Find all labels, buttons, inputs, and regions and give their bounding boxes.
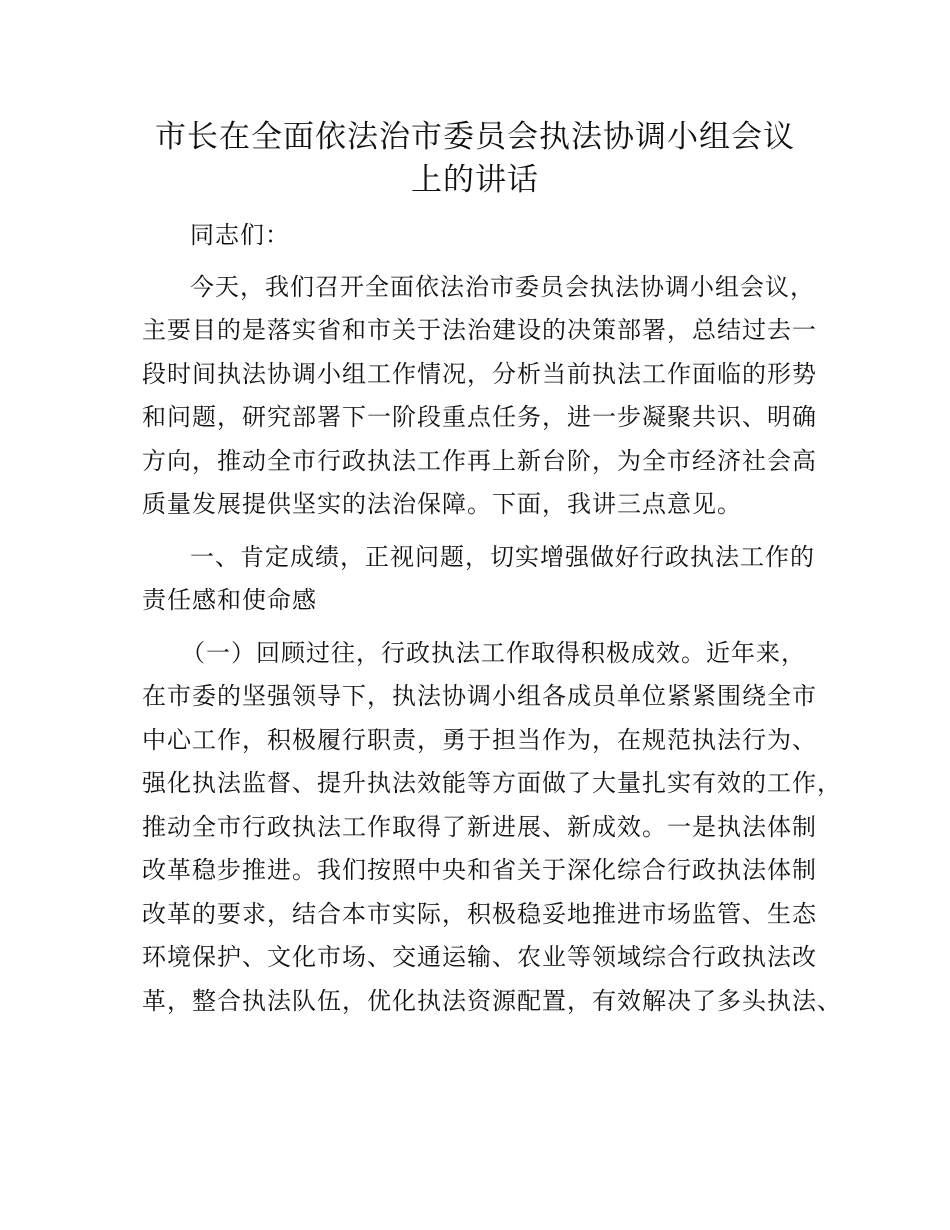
paragraph-1-line: 和问题，研究部署下一阶段重点任务，进一步凝聚共识、明确 — [142, 403, 817, 431]
paragraph-1-line: 主要目的是落实省和市关于法治建设的决策部署，总结过去一 — [142, 316, 817, 344]
paragraph-1-line: 段时间执法协调小组工作情况，分析当前执法工作面临的形势 — [142, 360, 817, 388]
paragraph-3-line: 中心工作，积极履行职责，勇于担当作为，在规范执法行为、 — [142, 726, 817, 754]
paragraph-3-line: 在市委的坚强领导下，执法协调小组各成员单位紧紧围绕全市 — [142, 682, 817, 710]
section-heading-line: 责任感和使命感 — [142, 586, 317, 614]
paragraph-3-line: 革，整合执法队伍，优化执法资源配置，有效解决了多头执法、 — [142, 987, 842, 1015]
paragraph-3-line: 强化执法监督、提升执法效能等方面做了大量扎实有效的工作， — [142, 769, 842, 797]
paragraph-3-line: 改革的要求，结合本市实际，积极稳妥地推进市场监管、生态 — [142, 900, 817, 928]
paragraph-3-line: 改革稳步推进。我们按照中央和省关于深化综合行政执法体制 — [142, 856, 817, 884]
paragraph-1-line: 今天，我们召开全面依法治市委员会执法协调小组会议， — [190, 273, 815, 301]
document-title-line-2: 上的讲话 — [411, 162, 539, 198]
document-title-line-1: 市长在全面依法治市委员会执法协调小组会议 — [155, 119, 795, 155]
section-heading-line: 一、肯定成绩，正视问题，切实增强做好行政执法工作的 — [190, 543, 815, 571]
paragraph-1-line: 方向，推动全市行政执法工作再上新台阶，为全市经济社会高 — [142, 447, 817, 475]
paragraph-3-line: 推动全市行政执法工作取得了新进展、新成效。一是执法体制 — [142, 813, 817, 841]
paragraph-3-line: （一）回顾过往，行政执法工作取得积极成效。近年来， — [181, 639, 806, 667]
paragraph-3-line: 环境保护、文化市场、交通运输、农业等领域综合行政执法改 — [142, 943, 817, 971]
paragraph-1-line: 质量发展提供坚实的法治保障。下面，我讲三点意见。 — [142, 490, 742, 518]
salutation: 同志们： — [190, 221, 290, 249]
